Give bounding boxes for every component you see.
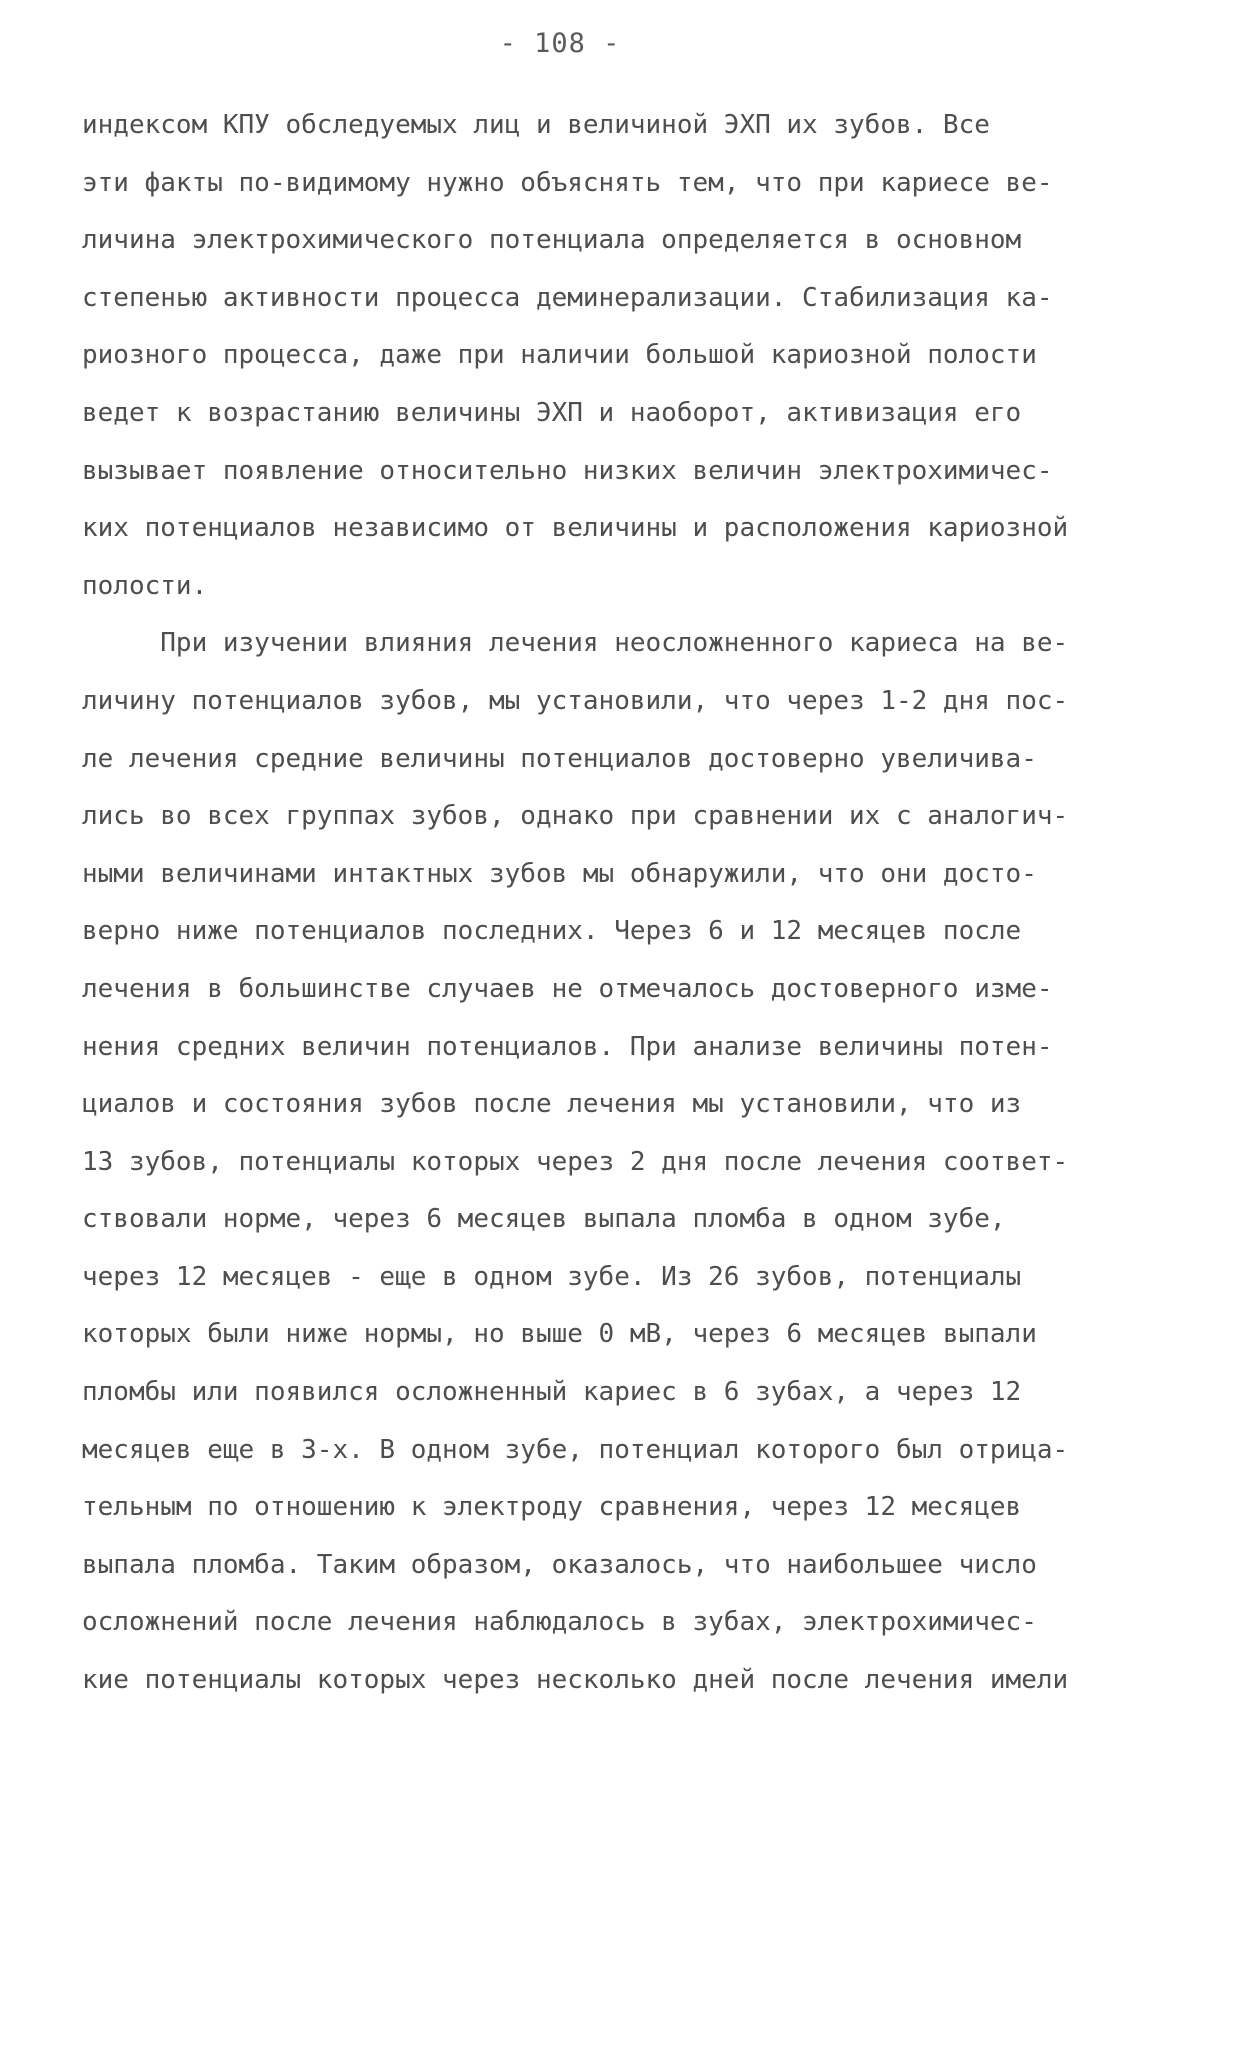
text-line: ких потенциалов независимо от величины и расположения кариозной [82, 513, 1069, 544]
text-line: личина электрохимического потенциала определяется в основном [82, 225, 1022, 256]
text-line: которых были ниже нормы, но выше 0 мВ, через 6 месяцев выпали [82, 1319, 1037, 1350]
text-line: ле лечения средние величины потенциалов достоверно увеличива- [82, 743, 1037, 774]
text-line: тельным по отношению к электроду сравнения, через 12 месяцев [82, 1492, 1022, 1523]
text-line: выпала пломба. Таким образом, оказалось, что наибольшее число [82, 1549, 1037, 1580]
text-line: ными величинами интактных зубов мы обнаружили, что они досто- [82, 858, 1037, 889]
text-line: ствовали норме, через 6 месяцев выпала пломба в одном зубе, [82, 1204, 1006, 1235]
text-line: вызывает появление относительно низких величин электрохимичес- [82, 455, 1053, 486]
text-line: циалов и состояния зубов после лечения мы установили, что из [82, 1089, 1022, 1120]
text-line: осложнений после лечения наблюдалось в зубах, электрохимичес- [82, 1607, 1037, 1638]
text-line: 13 зубов, потенциалы которых через 2 дня после лечения соответ- [82, 1146, 1069, 1177]
body-text [82, 97, 1182, 1710]
text-line: степенью активности процесса деминерализации. Стабилизация ка- [82, 282, 1053, 313]
text-line: нения средних величин потенциалов. При анализе величины потен- [82, 1031, 1053, 1062]
text-line: При изучении влияния лечения неосложненного кариеса на ве- [82, 628, 1069, 659]
page-number: - 108 - [499, 28, 621, 59]
text-line: личину потенциалов зубов, мы установили, что через 1-2 дня пос- [82, 685, 1069, 716]
text-line: месяцев еще в 3-х. В одном зубе, потенциал которого был отрица- [82, 1434, 1069, 1465]
text-line: индексом КПУ обследуемых лиц и величиной ЭХП их зубов. Все [82, 110, 990, 140]
text-line: лись во всех группах зубов, однако при сравнении их с аналогич- [82, 801, 1069, 832]
text-line: полости. [82, 570, 208, 601]
text-line: эти факты по-видимому нужно объяснять тем, что при кариесе ве- [82, 167, 1053, 198]
text-line: ведет к возрастанию величины ЭХП и наоборот, активизация его [82, 397, 1022, 428]
text-line: лечения в большинстве случаев не отмечалось достоверного изме- [82, 973, 1053, 1004]
text-line: риозного процесса, даже при наличии большой кариозной полости [82, 340, 1037, 371]
text-line: через 12 месяцев - еще в одном зубе. Из 26 зубов, потенциалы [82, 1261, 1022, 1292]
text-line: пломбы или появился осложненный кариес в 6 зубах, а через 12 [82, 1377, 1022, 1408]
text-line: верно ниже потенциалов последних. Через 6 и 12 месяцев после [82, 916, 1022, 947]
text-line: кие потенциалы которых через несколько дней после лечения имели [82, 1665, 1069, 1696]
